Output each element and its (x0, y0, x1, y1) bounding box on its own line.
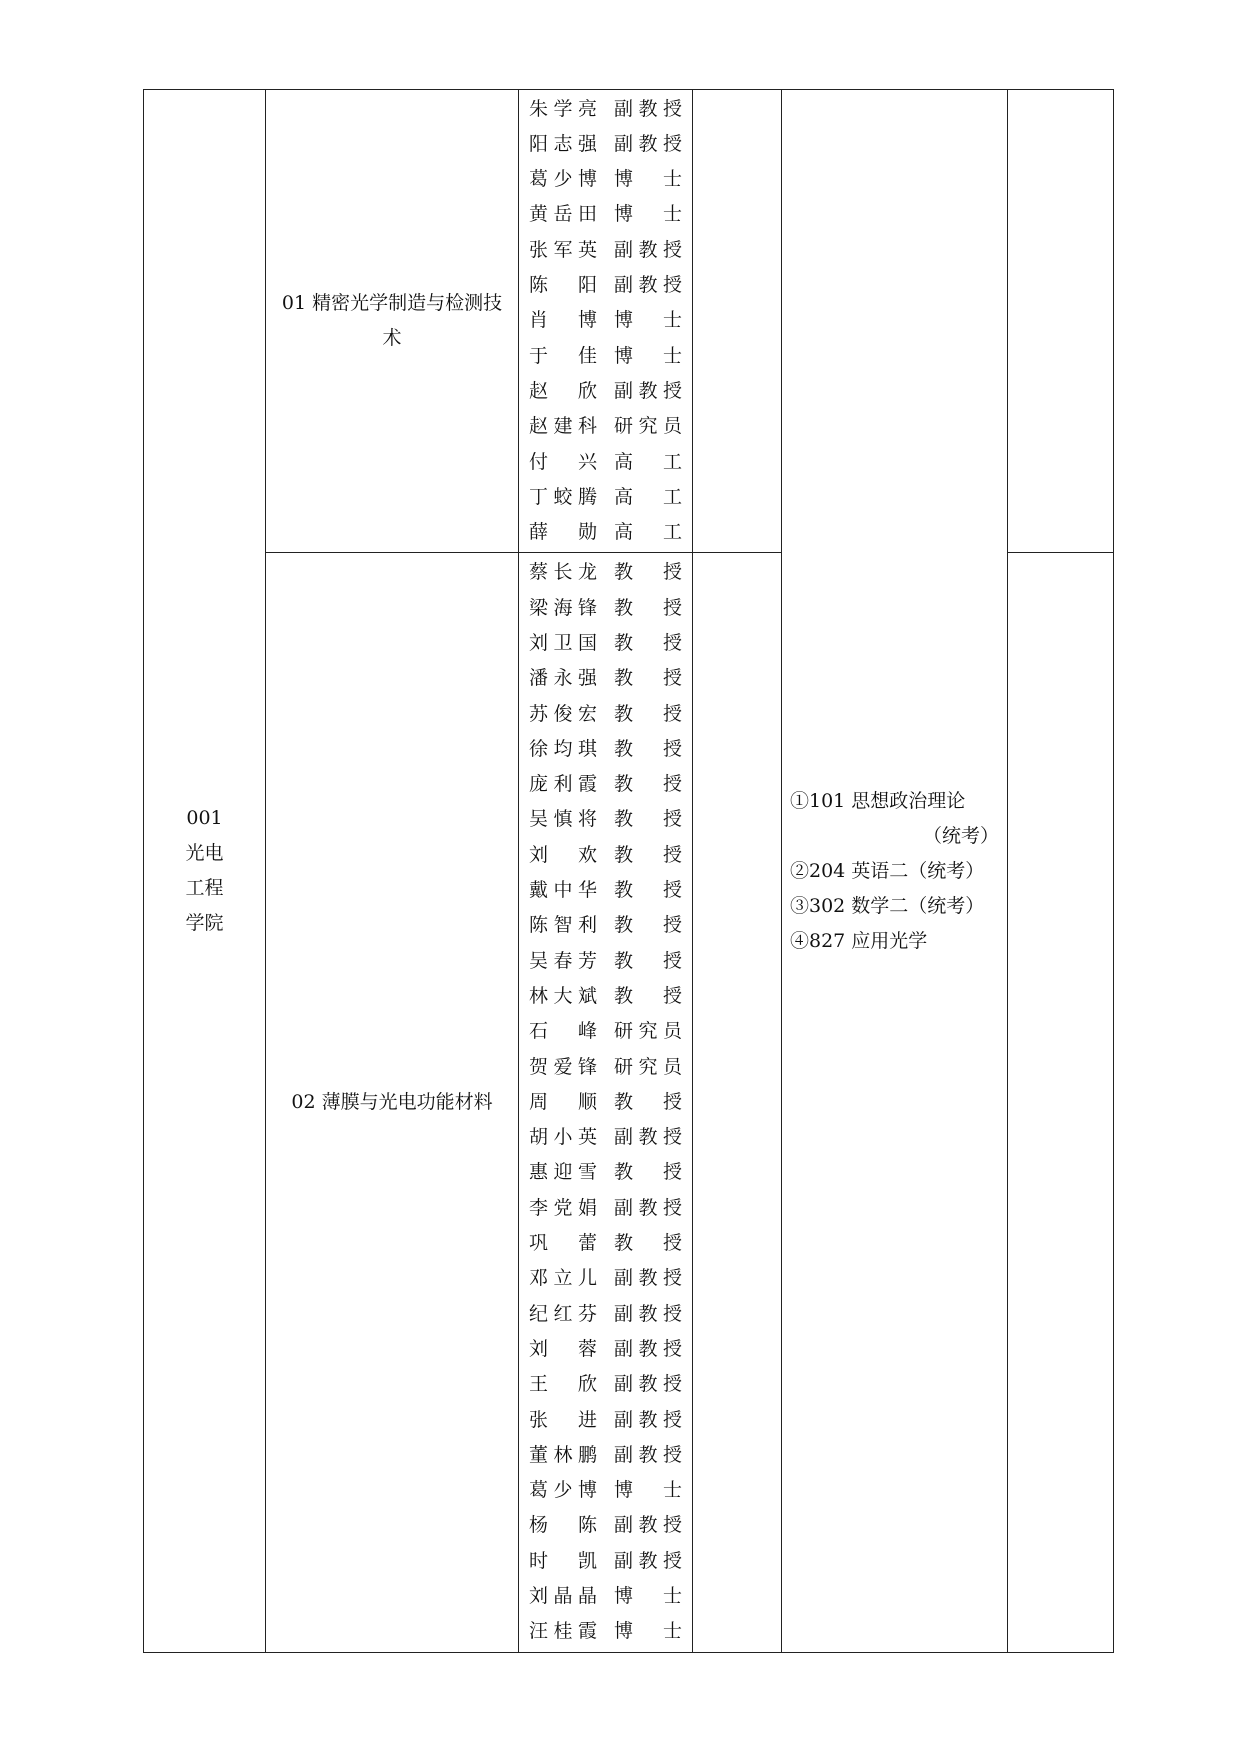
tutor-title: 博士 (614, 1620, 682, 1643)
tutor-row (529, 1191, 682, 1226)
tutor-title: 教授 (614, 914, 682, 937)
tutor-name: 庞利霞 (529, 773, 597, 796)
tutor-row (529, 1614, 682, 1649)
tutor-row (529, 1085, 682, 1120)
tutor-name: 纪红芬 (529, 1302, 597, 1325)
tutor-name: 石峰 (529, 1020, 597, 1043)
tutor-row (529, 339, 682, 374)
tutor-row (529, 1544, 682, 1579)
tutor-title: 教授 (614, 1090, 682, 1113)
tutor-name: 时凯 (529, 1549, 597, 1572)
tutor-title: 博士 (614, 1585, 682, 1607)
direction-label: 01 精密光学制造与检测技术 (281, 292, 503, 349)
tutor-name: 巩蕾 (529, 1232, 597, 1255)
direction-cell (266, 553, 519, 1653)
exam-item: ①101 思想政治理论 (790, 789, 966, 812)
tutor-name: 杨陈 (529, 1514, 597, 1537)
tutor-row (529, 409, 682, 444)
tutor-name: 葛少博 (529, 1479, 597, 1502)
tutor-row (529, 1403, 682, 1438)
tutor-name: 潘永强 (529, 667, 597, 690)
tutor-row (529, 268, 682, 303)
tutor-title: 副教授 (614, 1196, 682, 1219)
tutor-row (529, 767, 682, 802)
tutor-row (529, 1297, 682, 1332)
blank-cell (693, 553, 782, 1653)
tutor-title: 教授 (614, 843, 682, 866)
tutor-name: 薛勋 (529, 521, 597, 544)
tutor-row (529, 1473, 682, 1508)
tutor-name: 刘卫国 (529, 631, 597, 654)
tutor-name: 李党娟 (529, 1196, 597, 1219)
tutor-title: 研究员 (614, 1020, 682, 1043)
tutor-title: 副教授 (614, 1126, 682, 1149)
tutor-row (529, 908, 682, 943)
tutor-row (529, 697, 682, 732)
tutor-title: 教授 (614, 631, 682, 654)
tutor-row (529, 1050, 682, 1085)
tutor-name: 刘欢 (529, 843, 597, 866)
college-cell (144, 90, 266, 1653)
tutor-row (529, 732, 682, 767)
tutor-title: 副教授 (614, 379, 682, 402)
tutor-title: 教授 (614, 949, 682, 972)
exam-item: ④827 应用光学 (790, 929, 928, 952)
tutor-row (529, 197, 682, 232)
tutor-name: 阳志强 (529, 132, 597, 155)
tutor-row (529, 1226, 682, 1261)
tutor-title: 教授 (614, 1232, 682, 1255)
tutor-name: 付兴 (529, 450, 597, 473)
tutor-list (519, 92, 692, 551)
tutor-title: 副教授 (614, 1549, 682, 1572)
tutor-name: 陈智利 (529, 914, 597, 937)
tutor-title: 高工 (614, 450, 682, 473)
tutor-name: 周顺 (529, 1090, 597, 1113)
tutor-name: 刘晶晶 (529, 1585, 597, 1607)
tutor-row (529, 555, 682, 590)
tutor-row (529, 1438, 682, 1473)
college-code: 001 (186, 807, 223, 829)
tutor-name: 张进 (529, 1408, 597, 1431)
tutor-name: 贺爱锋 (529, 1055, 597, 1078)
tutor-title: 教授 (614, 667, 682, 690)
tutor-name: 徐均琪 (529, 737, 597, 760)
tutor-row (529, 303, 682, 338)
tutor-title: 博士 (614, 203, 682, 226)
college-name-line: 光电 (185, 842, 224, 864)
tutor-title: 副教授 (614, 1408, 682, 1431)
tutor-title: 教授 (614, 773, 682, 796)
tutor-title: 教授 (614, 596, 682, 619)
tutor-row (529, 873, 682, 908)
tutor-title: 研究员 (614, 415, 682, 438)
tutor-row (529, 838, 682, 873)
tutor-name: 朱学亮 (529, 97, 597, 120)
tutor-row (529, 591, 682, 626)
blank-cell (693, 90, 782, 553)
tutor-name: 葛少博 (529, 168, 597, 191)
tutor-title: 博士 (614, 344, 682, 367)
tutor-row (529, 445, 682, 480)
tutor-name: 汪桂霞 (529, 1620, 597, 1643)
tutor-title: 高工 (614, 521, 682, 544)
table-row (144, 90, 1114, 553)
tutor-row (529, 626, 682, 661)
tutor-row (529, 127, 682, 162)
tutor-title: 高工 (614, 485, 682, 508)
college-name-line: 学院 (185, 912, 224, 934)
tutor-title: 教授 (614, 984, 682, 1007)
tutor-title: 教授 (614, 737, 682, 760)
enrollment-table (143, 89, 1114, 1653)
exam-item: ③302 数学二（统考） (790, 894, 985, 917)
tutor-name: 林大斌 (529, 984, 597, 1007)
tutor-title: 教授 (614, 808, 682, 831)
tutor-list (519, 555, 692, 1649)
tutor-name: 吴慎将 (529, 808, 597, 831)
tutor-title: 教授 (614, 879, 682, 902)
tutor-row (529, 1367, 682, 1402)
tutor-row (529, 1014, 682, 1049)
tutor-row (529, 1120, 682, 1155)
tutor-title: 副教授 (614, 238, 682, 261)
exam-item-continuation: （统考） (922, 824, 999, 847)
tutor-name: 陈阳 (529, 274, 597, 297)
tutor-title: 教授 (614, 1161, 682, 1184)
exam-subjects-cell (782, 90, 1008, 1653)
tutor-title: 副教授 (614, 274, 682, 297)
tutor-name: 董林鹏 (529, 1443, 597, 1466)
tutor-name: 胡小英 (529, 1126, 597, 1149)
tutor-name: 丁蛟腾 (529, 485, 597, 508)
tutor-row (529, 802, 682, 837)
tutor-name: 邓立儿 (529, 1267, 597, 1290)
tutor-row (529, 661, 682, 696)
college-name-line: 工程 (185, 877, 224, 899)
tutor-title: 博士 (614, 1479, 682, 1502)
tutor-row (529, 1579, 682, 1614)
tutor-row (529, 979, 682, 1014)
tutor-row (529, 92, 682, 127)
tutor-name: 于佳 (529, 344, 597, 367)
tutor-cell (519, 553, 693, 1653)
tutor-title: 副教授 (614, 1267, 682, 1290)
tutor-name: 蔡长龙 (529, 561, 597, 584)
blank-cell (1008, 553, 1114, 1653)
tutor-title: 博士 (614, 309, 682, 332)
tutor-row (529, 1508, 682, 1543)
tutor-title: 教授 (614, 561, 682, 584)
direction-cell (266, 90, 519, 553)
tutor-title: 副教授 (614, 1373, 682, 1396)
tutor-name: 王欣 (529, 1373, 597, 1396)
tutor-row (529, 162, 682, 197)
tutor-row (529, 233, 682, 268)
tutor-name: 赵欣 (529, 379, 597, 402)
tutor-name: 梁海锋 (529, 596, 597, 619)
tutor-title: 副教授 (614, 1337, 682, 1360)
tutor-title: 博士 (614, 168, 682, 191)
tutor-title: 副教授 (614, 1302, 682, 1325)
tutor-title: 副教授 (614, 132, 682, 155)
tutor-name: 苏俊宏 (529, 702, 597, 725)
tutor-row (529, 374, 682, 409)
tutor-title: 研究员 (614, 1055, 682, 1078)
tutor-row (529, 1332, 682, 1367)
tutor-cell (519, 90, 693, 553)
tutor-title: 副教授 (614, 97, 682, 120)
tutor-row (529, 1155, 682, 1190)
tutor-row (529, 515, 682, 550)
tutor-name: 张军英 (529, 238, 597, 261)
tutor-name: 惠迎雪 (529, 1161, 597, 1184)
tutor-title: 教授 (614, 702, 682, 725)
tutor-name: 刘蓉 (529, 1337, 597, 1360)
tutor-row (529, 944, 682, 979)
tutor-name: 赵建科 (529, 415, 597, 438)
tutor-name: 戴中华 (529, 879, 597, 902)
blank-cell (1008, 90, 1114, 553)
tutor-name: 吴春芳 (529, 949, 597, 972)
exam-item: ②204 英语二（统考） (790, 859, 985, 882)
tutor-name: 肖博 (529, 309, 597, 332)
tutor-row (529, 1261, 682, 1296)
tutor-row (529, 480, 682, 515)
direction-label: 02 薄膜与光电功能材料 (291, 1091, 493, 1113)
tutor-name: 黄岳田 (529, 203, 597, 226)
tutor-title: 副教授 (614, 1514, 682, 1537)
tutor-title: 副教授 (614, 1443, 682, 1466)
